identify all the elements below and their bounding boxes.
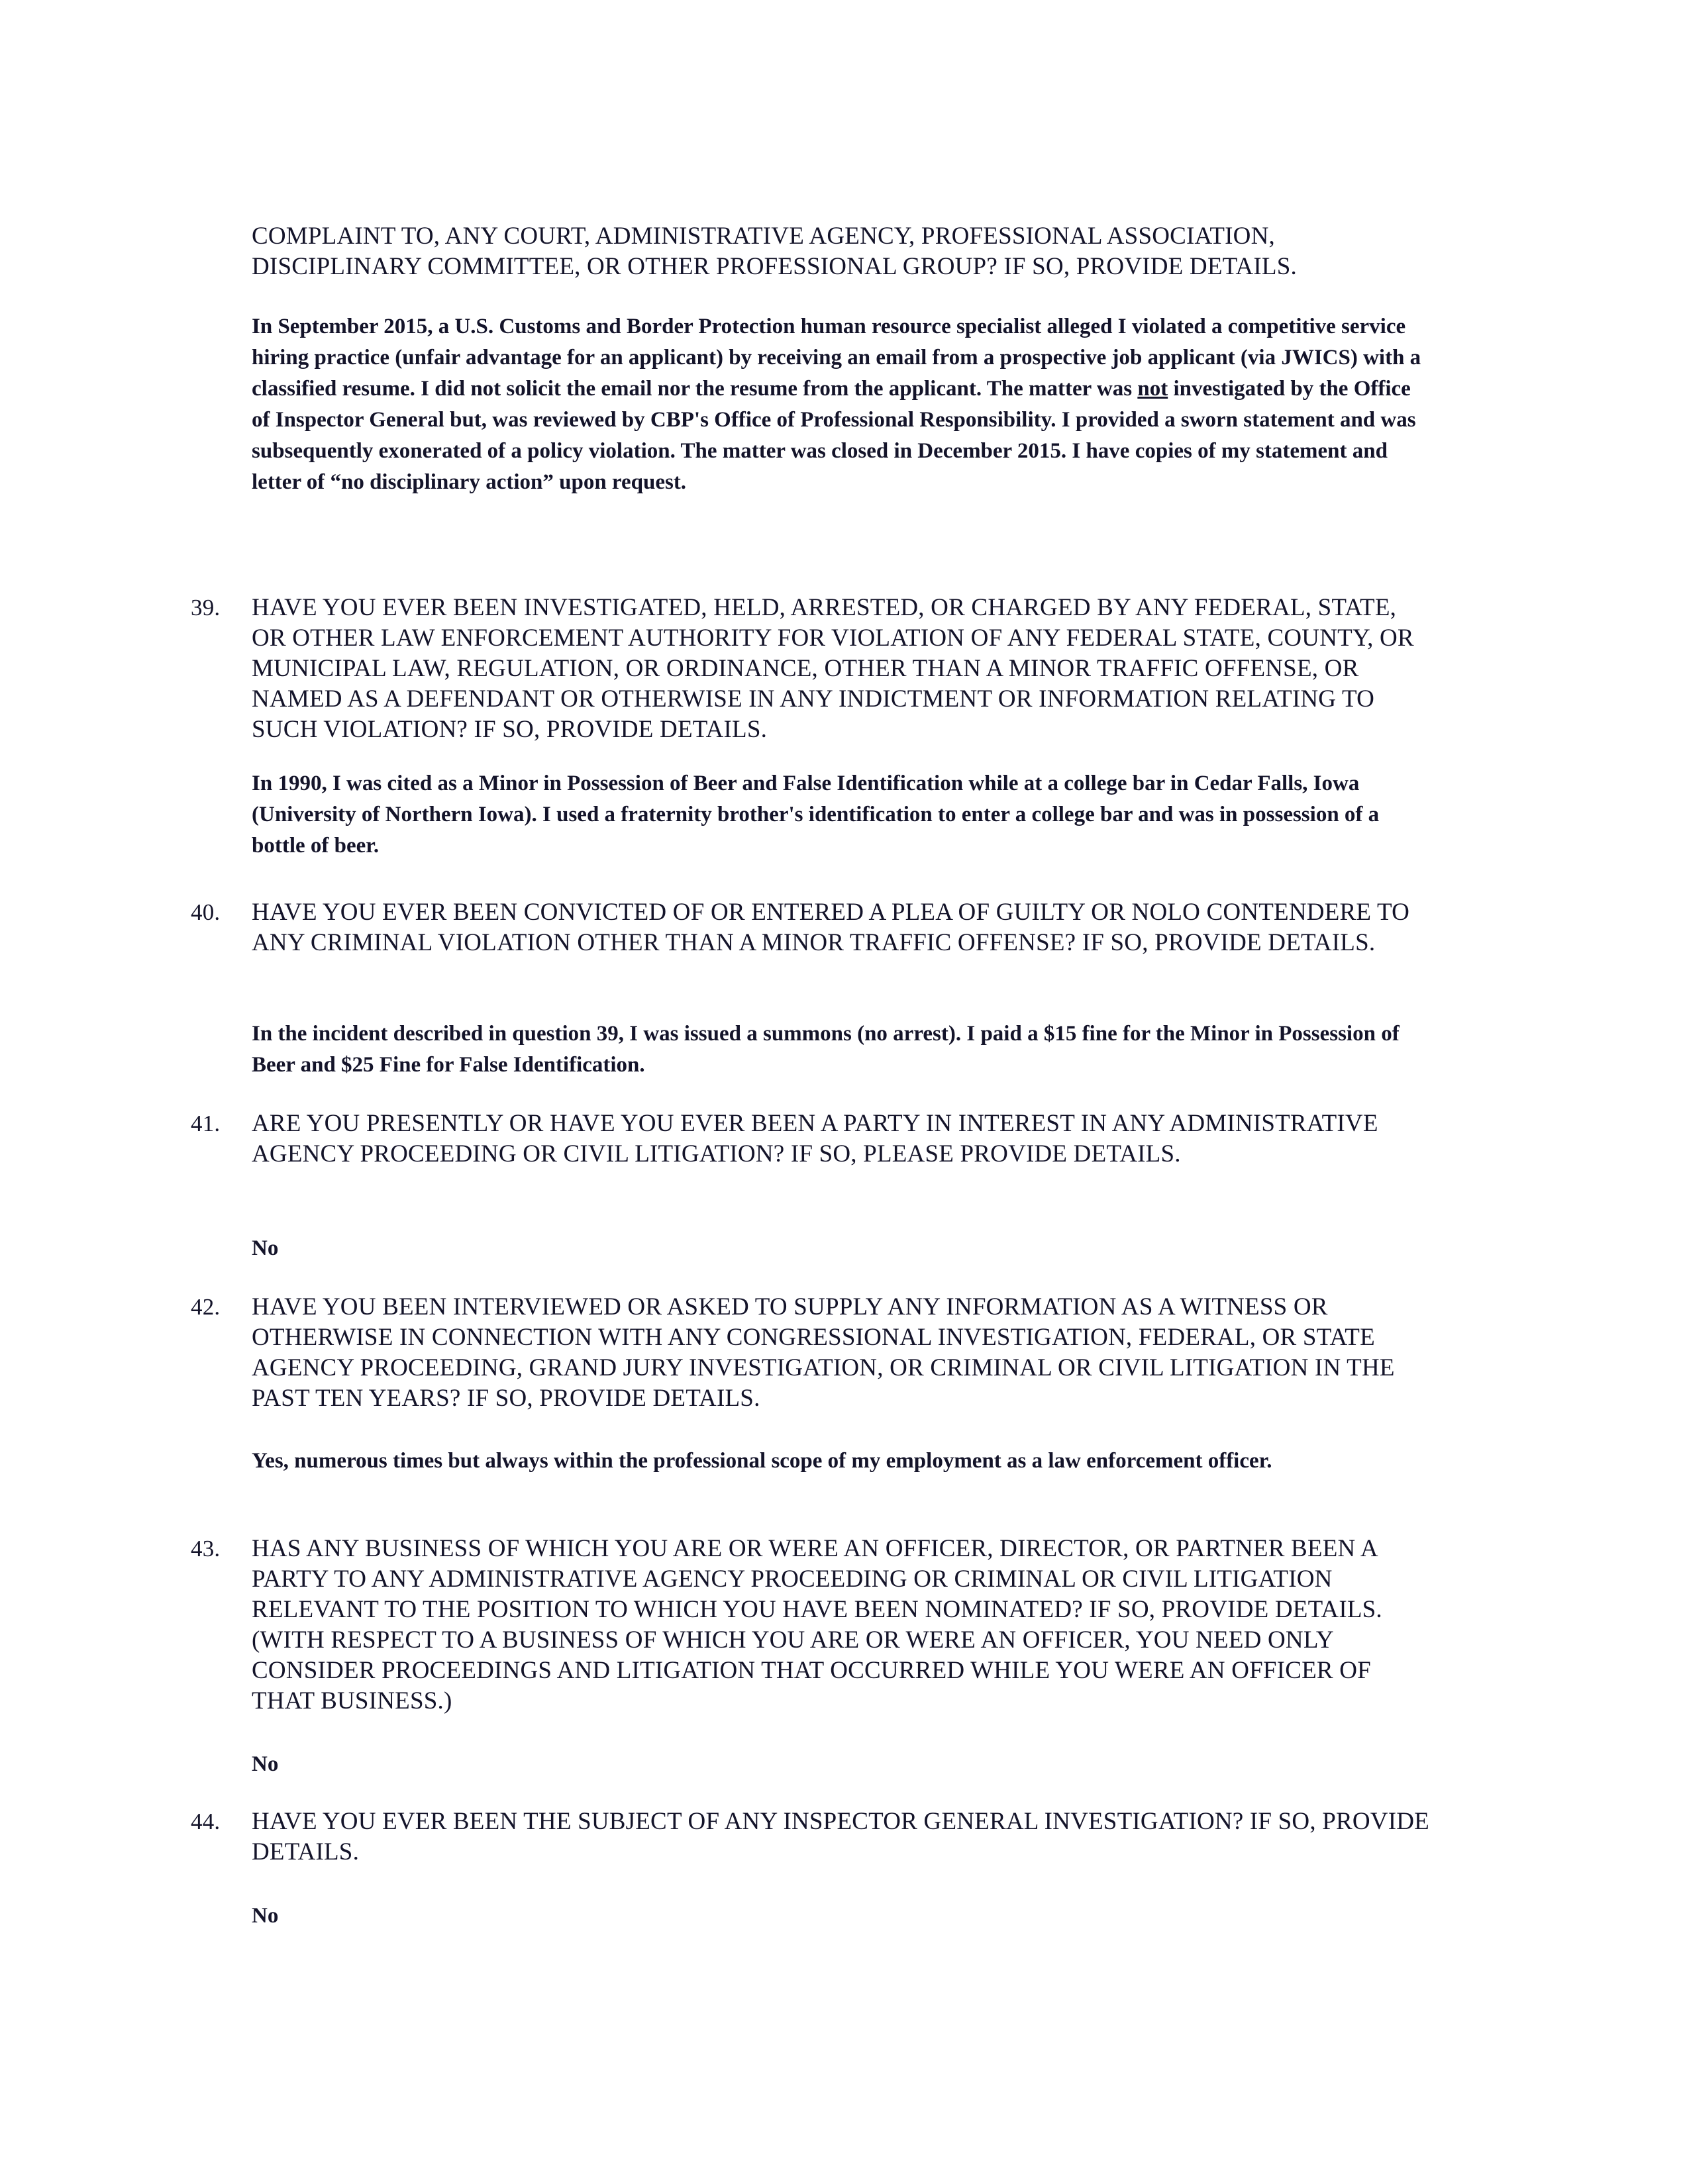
intro-question: COMPLAINT TO, ANY COURT, ADMINISTRATIVE AGENCY, PROFESSIONAL ASSOCIATION, DISCIPLINARY COMMITTEE, OR OTHER PROFESSIONAL GROUP? IF SO, PROVIDE DETAILS. [252, 223, 1297, 280]
question-43 [191, 1534, 1431, 1716]
question-text: HAVE YOU BEEN INTERVIEWED OR ASKED TO SUPPLY ANY INFORMATION AS A WITNESS OR OTHERWISE IN CONNECTION WITH ANY CONGRESSIONAL INVESTIGATION, FEDERAL, OR STATE AGENCY PROCEEDING, GRAND JURY INVESTIGATION, OR CRIMINAL OR CIVIL LITIGATION IN THE PAST TEN YEARS? IF SO, PROVIDE DETAILS. [252, 1293, 1395, 1412]
question-42 [191, 1292, 1431, 1414]
answer-text: In September 2015, a U.S. Customs and Border Protection human resource specialist alleged I violated a competitive service hiring practice (unfair advantage for an applicant) by receiving an email from a prospective job applicant (via JWICS) with a classified resume. I did not solicit the email nor the resume from the applicant. The matter was [252, 315, 1421, 401]
answer-40: In the incident described in question 39, I was issued a summons (no arrest). I paid a $15 fine for the Minor in Possession of Beer and $25 Fine for False Identification. [252, 1022, 1400, 1077]
question-number: 42. [191, 1294, 221, 1320]
question-text: HAVE YOU EVER BEEN THE SUBJECT OF ANY INSPECTOR GENERAL INVESTIGATION? IF SO, PROVIDE DETAILS. [252, 1808, 1429, 1865]
answer-emphasis: not [1137, 377, 1168, 401]
answer-42: Yes, numerous times but always within the professional scope of my employment as a law enforcement officer. [252, 1449, 1272, 1473]
question-number: 41. [191, 1111, 221, 1136]
question-number: 40. [191, 899, 221, 925]
question-text: HAVE YOU EVER BEEN CONVICTED OF OR ENTERED A PLEA OF GUILTY OR NOLO CONTENDERE TO ANY CRIMINAL VIOLATION OTHER THAN A MINOR TRAFFIC OFFENSE? IF SO, PROVIDE DETAILS. [252, 899, 1410, 956]
question-text: HAS ANY BUSINESS OF WHICH YOU ARE OR WERE AN OFFICER, DIRECTOR, OR PARTNER BEEN A PARTY TO ANY ADMINISTRATIVE AGENCY PROCEEDING OR CRIMINAL OR CIVIL LITIGATION RELEVANT TO THE POSITION TO WHICH YOU HAVE BEEN NOMINATED? IF SO, PROVIDE DETAILS. (WITH RESPECT TO A BUSINESS OF WHICH YOU ARE OR WERE AN OFFICER, YOU NEED ONLY CONSIDER PROCEEDINGS AND LITIGATION THAT OCCURRED WHILE YOU WERE AN OFFICER OF THAT BUSINESS.) [252, 1535, 1382, 1714]
intro-answer [252, 311, 1424, 498]
question-40 [191, 897, 1431, 958]
question-number: 39. [191, 595, 221, 620]
question-41 [191, 1109, 1431, 1169]
question-number: 44. [191, 1809, 221, 1834]
answer-41: No [252, 1236, 279, 1260]
answer-44: No [252, 1904, 279, 1928]
question-number: 43. [191, 1536, 221, 1562]
answer-43: No [252, 1752, 279, 1776]
question-39 [191, 593, 1431, 745]
question-text: HAVE YOU EVER BEEN INVESTIGATED, HELD, ARRESTED, OR CHARGED BY ANY FEDERAL, STATE, OR OTHER LAW ENFORCEMENT AUTHORITY FOR VIOLATION OF ANY FEDERAL STATE, COUNTY, OR MUNICIPAL LAW, REGULATION, OR ORDINANCE, OTHER THAN A MINOR TRAFFIC OFFENSE, OR NAMED AS A DEFENDANT OR OTHERWISE IN ANY INDICTMENT OR INFORMATION RELATING TO SUCH VIOLATION? IF SO, PROVIDE DETAILS. [252, 594, 1414, 743]
question-text: ARE YOU PRESENTLY OR HAVE YOU EVER BEEN A PARTY IN INTEREST IN ANY ADMINISTRATIVE AGENCY PROCEEDING OR CIVIL LITIGATION? IF SO, PLEASE PROVIDE DETAILS. [252, 1110, 1378, 1167]
question-44 [191, 1807, 1431, 1867]
answer-39: In 1990, I was cited as a Minor in Possession of Beer and False Identification while at a college bar in Cedar Falls, Iowa (University of Northern Iowa). I used a fraternity brother's identification to enter a college bar and was in possession of a bottle of beer. [252, 771, 1380, 858]
answer-text: investigated by the Office of Inspector General but, was reviewed by CBP's Office of Professional Responsibility. I provided a sworn statement and was subsequently exonerated of a policy violation. The matter was closed in December 2015. I have copies of my statement and letter of “no disciplinary action” upon request. [252, 377, 1416, 494]
